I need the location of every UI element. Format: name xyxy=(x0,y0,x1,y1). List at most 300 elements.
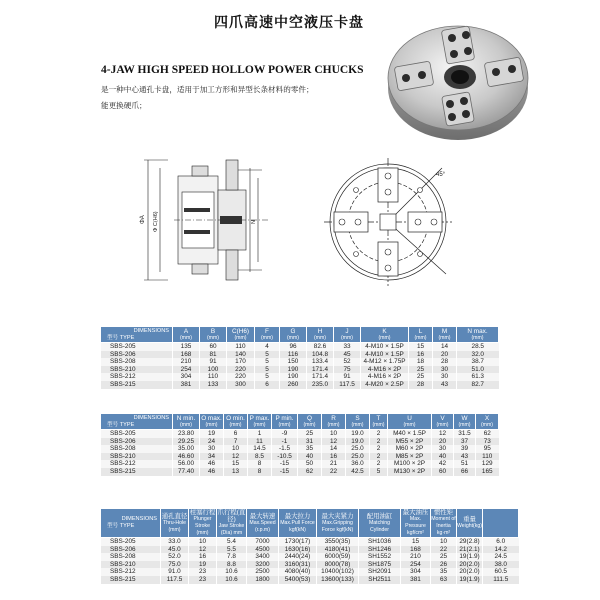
table-1-corner-dim: DIMENSIONS xyxy=(133,327,169,334)
model-cell: SBS-210 xyxy=(101,561,161,569)
table-cell: 33 xyxy=(334,343,361,351)
table-cell: 381 xyxy=(173,381,200,389)
table-cell: 60 xyxy=(432,468,454,476)
table-cell: -15 xyxy=(272,460,298,468)
table1-col-header xyxy=(200,327,227,343)
table3-col-header xyxy=(161,509,189,538)
model-cell: SBS-205 xyxy=(101,343,173,351)
table-cell: 24 xyxy=(200,438,224,446)
table-cell: 20 xyxy=(432,438,454,446)
model-cell: SBS-212 xyxy=(101,568,161,576)
table-row xyxy=(101,553,519,561)
table-3-corner-type: 型号 TYPE xyxy=(107,523,135,529)
table3-col-label: 配用油缸 xyxy=(366,512,393,520)
table-cell: 43 xyxy=(433,381,457,389)
model-cell: SBS-215 xyxy=(101,576,161,584)
table-cell: 10 xyxy=(189,538,217,546)
table3-col-header xyxy=(401,509,431,538)
table-cell: 38.0 xyxy=(483,561,519,569)
table-cell: 62 xyxy=(298,468,322,476)
table-cell: 28.5 xyxy=(457,343,499,351)
table-2-header xyxy=(101,414,499,430)
table-cell: 66 xyxy=(454,468,476,476)
table-cell: M55 × 2P xyxy=(388,438,432,446)
table-3-corner xyxy=(101,509,161,538)
table-cell: M40 × 1.5P xyxy=(388,430,432,438)
table-cell: 7 xyxy=(224,438,248,446)
table-cell: 61.3 xyxy=(457,373,499,381)
table-cell: -10.5 xyxy=(272,453,298,461)
table-cell: 3200 xyxy=(247,561,279,569)
table-cell: 210 xyxy=(173,358,200,366)
table-row xyxy=(101,381,499,389)
table-cell: 116 xyxy=(280,351,307,359)
table-cell: 4 xyxy=(255,343,280,351)
table-cell: 36.0 xyxy=(346,460,370,468)
table2-col-label: W xyxy=(461,414,468,422)
table1-col-label: H xyxy=(317,327,323,335)
table-cell: 304 xyxy=(401,568,431,576)
table-cell: 28 xyxy=(409,381,433,389)
table-cell: 19.0 xyxy=(346,430,370,438)
table-2-body xyxy=(101,430,499,476)
table-cell: 4180(41) xyxy=(317,546,359,554)
model-cell: SBS-208 xyxy=(101,445,173,453)
table-cell: 135 xyxy=(173,343,200,351)
table-cell: 2440(24) xyxy=(279,553,317,561)
table-row xyxy=(101,453,499,461)
table2-col-unit: (mm) xyxy=(253,421,266,428)
table2-col-header xyxy=(272,414,298,430)
table-cell: 40 xyxy=(432,453,454,461)
table-cell: 22 xyxy=(431,546,457,554)
table1-col-unit: (mm) xyxy=(378,334,391,341)
table-cell: 24.5 xyxy=(483,553,519,561)
table3-col-label: 爪行程(直径) xyxy=(217,509,246,523)
table1-col-label: F xyxy=(265,327,269,335)
table-row xyxy=(101,351,499,359)
table-cell: 235.0 xyxy=(307,381,334,389)
table-cell: 28 xyxy=(433,358,457,366)
table-cell: 304 xyxy=(173,373,200,381)
table-cell: 20 xyxy=(433,351,457,359)
table1-col-unit: (mm) xyxy=(234,334,247,341)
table-cell: 25 xyxy=(298,430,322,438)
table1-col-unit: (mm) xyxy=(414,334,427,341)
side-section-drawing xyxy=(138,150,288,290)
table-cell: 300 xyxy=(227,381,255,389)
table-cell: 75.0 xyxy=(161,561,189,569)
table-cell: 16 xyxy=(322,453,346,461)
table-cell: 37 xyxy=(454,438,476,446)
table-cell: 82.6 xyxy=(307,343,334,351)
table-cell: 19(1.9) xyxy=(457,576,483,584)
table3-col-header xyxy=(457,509,483,538)
table3-col-unit: Max.Gripping Force kgf(kN) xyxy=(321,519,354,533)
model-cell: SBS-210 xyxy=(101,366,173,374)
table-cell: 171.4 xyxy=(307,373,334,381)
table2-col-header xyxy=(476,414,499,430)
table-cell: 3160(31) xyxy=(279,561,317,569)
table1-col-label: B xyxy=(210,327,216,335)
table-row xyxy=(101,373,499,381)
table-cell: 33.0 xyxy=(161,538,189,546)
table3-col-header xyxy=(317,509,359,538)
table3-col-label: 最大转速 xyxy=(249,512,276,520)
table3-col-label: 最大夹紧力 xyxy=(321,512,354,520)
table2-col-header xyxy=(388,414,432,430)
table-cell: 15 xyxy=(401,538,431,546)
table-cell: 42.5 xyxy=(346,468,370,476)
table-cell: 38.7 xyxy=(457,358,499,366)
table-cell: 31 xyxy=(298,438,322,446)
table1-col-label: M xyxy=(441,327,448,335)
table3-col-header xyxy=(431,509,457,538)
table3-col-unit: Thru-Hole (mm) xyxy=(162,519,187,533)
model-cell: SBS-205 xyxy=(101,538,161,546)
table-cell: 29(2.8) xyxy=(457,538,483,546)
table-cell: 4-M16 × 2P xyxy=(361,366,409,374)
table-cell: 52 xyxy=(334,358,361,366)
table2-col-label: R xyxy=(331,414,336,422)
table-cell: 133 xyxy=(200,381,227,389)
table2-col-header xyxy=(173,414,200,430)
model-cell: SBS-208 xyxy=(101,553,161,561)
table-cell: 19 xyxy=(189,561,217,569)
table3-col-header xyxy=(359,509,401,538)
table-row xyxy=(101,576,519,584)
table-cell: 140 xyxy=(227,351,255,359)
table2-col-unit: (mm) xyxy=(436,421,449,428)
table2-col-unit: (mm) xyxy=(179,421,193,428)
table-cell: 26 xyxy=(431,561,457,569)
table-cell: 110 xyxy=(200,373,227,381)
table-cell: 254 xyxy=(173,366,200,374)
table-cell: 3400 xyxy=(247,553,279,561)
table-cell: 45.0 xyxy=(161,546,189,554)
table-cell: 4-M20 × 2.5P xyxy=(361,381,409,389)
table-cell: 96 xyxy=(280,343,307,351)
table-cell: 13 xyxy=(224,468,248,476)
description-line-1: 是一种中心通孔卡盘，适用于加工方形和异型长条材料的零件； xyxy=(101,85,314,94)
table-row xyxy=(101,358,499,366)
table-cell: 2 xyxy=(370,445,388,453)
table-cell: 6 xyxy=(224,430,248,438)
table-cell: 150 xyxy=(280,358,307,366)
table-cell: 8.5 xyxy=(248,453,272,461)
table-cell: SH2091 xyxy=(359,568,401,576)
table3-col-unit: Max.Speed (r.p.m) xyxy=(249,519,276,533)
table3-col-label: 重量 xyxy=(463,516,476,523)
table-cell: 39 xyxy=(454,445,476,453)
table2-col-header xyxy=(322,414,346,430)
table-cell: 35.00 xyxy=(173,445,200,453)
table3-col-label: 柱塞行程 xyxy=(189,509,216,516)
table-2-corner-type: 型号 TYPE xyxy=(107,421,135,428)
table-cell: 91 xyxy=(200,358,227,366)
table-cell: SH1875 xyxy=(359,561,401,569)
table-row xyxy=(101,568,519,576)
table-cell: 15 xyxy=(409,343,433,351)
description-line-2: 能更换硬爪； xyxy=(101,101,147,110)
table-cell: 25.0 xyxy=(346,453,370,461)
model-cell: SBS-215 xyxy=(101,381,173,389)
table-cell: 100 xyxy=(200,366,227,374)
table-cell: 13600(133) xyxy=(317,576,359,584)
angle-label: 45° xyxy=(436,172,446,178)
table-cell: 6000(59) xyxy=(317,553,359,561)
table1-col-header xyxy=(173,327,200,343)
table-cell: 16 xyxy=(409,351,433,359)
table-cell: M100 × 2P xyxy=(388,460,432,468)
table-cell: 63 xyxy=(431,576,457,584)
table-cell: 16 xyxy=(189,553,217,561)
table-cell: 260 xyxy=(280,381,307,389)
table1-col-label: A xyxy=(183,327,189,335)
table-cell: 29.25 xyxy=(173,438,200,446)
table-cell: 18 xyxy=(409,358,433,366)
table3-col-header xyxy=(279,509,317,538)
table-cell: 190 xyxy=(280,366,307,374)
table-cell: -15 xyxy=(272,468,298,476)
table-cell: 4-M10 × 1.5P xyxy=(361,343,409,351)
table-row xyxy=(101,343,499,351)
table1-col-unit: (mm) xyxy=(313,334,327,341)
model-cell: SBS-212 xyxy=(101,460,173,468)
model-cell: SBS-212 xyxy=(101,373,173,381)
table-row xyxy=(101,561,519,569)
model-cell: SBS-206 xyxy=(101,351,173,359)
table-cell: 165 xyxy=(476,468,499,476)
table-cell: 15 xyxy=(224,460,248,468)
table2-col-header xyxy=(346,414,370,430)
table-cell: 168 xyxy=(401,546,431,554)
table-cell: 91 xyxy=(334,373,361,381)
table-cell: 75 xyxy=(334,366,361,374)
table1-col-label: N max. xyxy=(467,327,488,335)
table1-col-unit: (mm) xyxy=(179,334,193,341)
table-cell: 12 xyxy=(322,438,346,446)
table-1-header xyxy=(101,327,499,343)
table-cell: 2 xyxy=(370,453,388,461)
model-cell: SBS-205 xyxy=(101,430,173,438)
table2-col-unit: (mm) xyxy=(303,421,316,428)
table-cell: 23.80 xyxy=(173,430,200,438)
table-cell: 5 xyxy=(255,366,280,374)
table1-col-unit: (mm) xyxy=(286,334,300,341)
table-cell: 20(2.0) xyxy=(457,561,483,569)
table-cell: 3550(35) xyxy=(317,538,359,546)
table-cell: 77.40 xyxy=(173,468,200,476)
table-2-corner-dim: DIMENSIONS xyxy=(133,414,169,421)
table-cell: 5 xyxy=(255,373,280,381)
table-cell: 95 xyxy=(476,445,499,453)
table-cell: 10 xyxy=(322,430,346,438)
table-cell: 50 xyxy=(298,460,322,468)
model-cell: SBS-208 xyxy=(101,358,173,366)
table1-col-unit: (mm) xyxy=(206,334,220,341)
table1-col-unit: (mm) xyxy=(438,334,451,341)
table-cell: 220 xyxy=(227,373,255,381)
table-cell: 104.8 xyxy=(307,351,334,359)
table2-col-label: S xyxy=(355,414,360,422)
table-cell: 20(2.0) xyxy=(457,568,483,576)
table1-col-label: J xyxy=(345,327,349,335)
table-cell: 32.0 xyxy=(457,351,499,359)
table3-col-unit: Max. Pressure kgf/cm² xyxy=(405,516,426,536)
table-cell: 1730(17) xyxy=(279,538,317,546)
table-cell: 30 xyxy=(432,445,454,453)
dimensions-table-2 xyxy=(100,413,499,476)
table-cell: 5.5 xyxy=(217,546,247,554)
table-cell: 19 xyxy=(200,430,224,438)
table-cell: 10.6 xyxy=(217,568,247,576)
table-cell: -1 xyxy=(272,438,298,446)
model-cell: SBS-210 xyxy=(101,453,173,461)
table-cell: 46 xyxy=(200,468,224,476)
table3-col-label: 最大油压 xyxy=(402,509,429,516)
table-cell: 30 xyxy=(433,373,457,381)
table-cell: 34 xyxy=(200,453,224,461)
table2-col-label: N min. xyxy=(176,414,196,422)
page-title-cn: 四爪高速中空液压卡盘 xyxy=(214,15,364,31)
table2-col-header xyxy=(298,414,322,430)
table-cell: 60.5 xyxy=(483,568,519,576)
table1-col-label: C(H6) xyxy=(231,327,250,335)
table-cell: 168 xyxy=(173,351,200,359)
table2-col-label: T xyxy=(376,414,381,422)
table3-col-unit: Jaw Stroke (Dia) mm xyxy=(218,523,245,536)
table1-col-label: K xyxy=(382,327,387,335)
table-cell: M85 × 2P xyxy=(388,453,432,461)
table-cell: 4080(40) xyxy=(279,568,317,576)
table-cell: 14.2 xyxy=(483,546,519,554)
table2-col-header xyxy=(248,414,272,430)
table2-col-header xyxy=(454,414,476,430)
table1-col-header xyxy=(227,327,255,343)
table-cell: 1 xyxy=(248,430,272,438)
table-cell: 21(2.1) xyxy=(457,546,483,554)
table2-col-header xyxy=(432,414,454,430)
table2-col-unit: (mm) xyxy=(205,421,218,428)
table3-col-unit: Max.Pull Force kgf(kN) xyxy=(280,519,315,533)
table-cell: 46.60 xyxy=(173,453,200,461)
table-cell: 43 xyxy=(454,453,476,461)
table-cell: 30 xyxy=(433,366,457,374)
table-row xyxy=(101,538,519,546)
table-cell: 5400(53) xyxy=(279,576,317,584)
table2-col-unit: (mm) xyxy=(351,421,364,428)
table-cell: 10.6 xyxy=(217,576,247,584)
table2-col-label: P min. xyxy=(275,414,294,422)
table3-col-unit: Plunger Stroke (mm) xyxy=(193,516,212,536)
table2-col-label: O min. xyxy=(226,414,245,422)
table-cell: 73 xyxy=(476,438,499,446)
table1-col-unit: (mm) xyxy=(260,334,274,341)
table-cell: 8.8 xyxy=(217,561,247,569)
table3-col-header-empty xyxy=(483,509,519,538)
table-cell: 40 xyxy=(298,453,322,461)
table-row xyxy=(101,468,499,476)
dim-label-A: ΦA xyxy=(140,215,146,224)
table-cell: 190 xyxy=(280,373,307,381)
table3-col-unit: Matching Cylinder xyxy=(368,519,391,533)
table1-col-unit: (mm) xyxy=(340,334,354,341)
table1-col-header xyxy=(307,327,334,343)
table-cell: 10400(102) xyxy=(317,568,359,576)
table-cell: 2 xyxy=(370,438,388,446)
table-cell: -9 xyxy=(272,430,298,438)
table-cell: 51 xyxy=(454,460,476,468)
table3-col-header xyxy=(247,509,279,538)
table2-col-unit: (mm) xyxy=(229,421,242,428)
table2-col-header xyxy=(224,414,248,430)
table-cell: 1630(16) xyxy=(279,546,317,554)
table1-col-label: L xyxy=(418,327,423,335)
table-3-body xyxy=(101,538,519,584)
table-cell: M60 × 2P xyxy=(388,445,432,453)
table-3-corner-dim: DIMENSIONS xyxy=(121,516,157,522)
table-row xyxy=(101,366,499,374)
table-cell: 60 xyxy=(200,343,227,351)
table-cell: 254 xyxy=(401,561,431,569)
table-cell: 4-M12 × 1.75P xyxy=(361,358,409,366)
table3-col-header xyxy=(217,509,247,538)
specs-table-3 xyxy=(100,508,519,584)
model-cell: SBS-206 xyxy=(101,438,173,446)
table-1-corner-type: 型号 TYPE xyxy=(107,334,135,341)
table-row xyxy=(101,546,519,554)
table-cell: 25 xyxy=(409,373,433,381)
table-cell: 42 xyxy=(432,460,454,468)
table-cell: 8000(78) xyxy=(317,561,359,569)
table-cell: 35 xyxy=(298,445,322,453)
table-cell: 30 xyxy=(200,445,224,453)
table-cell: 51.0 xyxy=(457,366,499,374)
table-cell: 110 xyxy=(476,453,499,461)
table-cell: 21 xyxy=(322,460,346,468)
table-cell: 5 xyxy=(255,351,280,359)
table-cell: 31.5 xyxy=(454,430,476,438)
table1-col-unit: (mm) xyxy=(471,334,484,341)
table-cell: 91.0 xyxy=(161,568,189,576)
table-cell: 110 xyxy=(227,343,255,351)
table-cell: 6 xyxy=(255,381,280,389)
front-view-drawing xyxy=(318,154,468,290)
table1-col-header xyxy=(457,327,499,343)
table-cell: 4-M10 × 1.5P xyxy=(361,351,409,359)
dimensions-table-1 xyxy=(100,326,499,389)
table-cell: 81 xyxy=(200,351,227,359)
table-cell: 2500 xyxy=(247,568,279,576)
table-cell: 117.5 xyxy=(161,576,189,584)
table-cell: 133.4 xyxy=(307,358,334,366)
table2-col-label: U xyxy=(407,414,412,422)
table-cell: 170 xyxy=(227,358,255,366)
table-cell: 12 xyxy=(432,430,454,438)
table-cell: 2 xyxy=(370,430,388,438)
table-cell: -1.5 xyxy=(272,445,298,453)
table1-col-header xyxy=(433,327,457,343)
table1-col-header xyxy=(361,327,409,343)
table2-col-unit: (mm) xyxy=(480,421,494,428)
table-cell: 23 xyxy=(189,568,217,576)
table2-col-unit: (mm) xyxy=(278,421,291,428)
table-cell: SH1036 xyxy=(359,538,401,546)
table2-col-label: X xyxy=(484,414,490,422)
table-cell: SH1246 xyxy=(359,546,401,554)
table-cell: M130 × 2P xyxy=(388,468,432,476)
